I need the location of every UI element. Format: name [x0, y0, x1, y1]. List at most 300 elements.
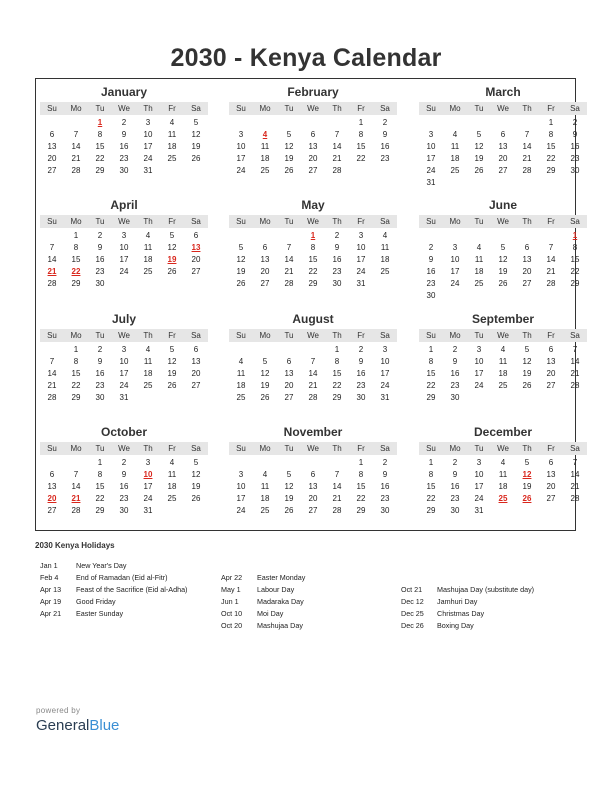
- day-cell: 31: [143, 166, 153, 175]
- day-cell: 21: [570, 482, 580, 491]
- day-cell: 20: [47, 154, 57, 163]
- day-cell: 14: [332, 482, 342, 491]
- day-cell: 29: [308, 279, 318, 288]
- day-cell: 28: [522, 166, 532, 175]
- day-cell: 26: [522, 381, 532, 390]
- week-row: [419, 469, 587, 481]
- day-cell: 22: [71, 381, 81, 390]
- day-cell: 29: [356, 506, 366, 515]
- day-cell: 3: [145, 458, 151, 467]
- holiday-name: Mashujaa Day (substitute day): [437, 585, 535, 594]
- weekday-label: Th: [522, 104, 532, 113]
- day-cell: 18: [167, 482, 177, 491]
- day-cell: 12: [236, 255, 246, 264]
- empty-day-cell: [40, 457, 64, 469]
- day-cell: 16: [356, 369, 366, 378]
- day-cell: 23: [570, 154, 580, 163]
- day-cell: 15: [570, 255, 580, 264]
- weekday-label: We: [307, 104, 319, 113]
- day-cell: 3: [428, 130, 434, 139]
- weekday-label: Sa: [191, 444, 201, 453]
- week-row: [229, 254, 397, 266]
- day-cell: 6: [49, 470, 55, 479]
- day-cell: 6: [193, 345, 199, 354]
- day-cell: 15: [546, 142, 556, 151]
- weekday-label: Tu: [284, 104, 294, 113]
- holiday-date: Oct 21: [401, 585, 423, 594]
- day-cell: 3: [145, 118, 151, 127]
- month-july: [40, 310, 208, 404]
- month-title: May: [301, 198, 325, 212]
- day-cell: 26: [260, 393, 270, 402]
- holiday-name: Feast of the Sacrifice (Eid al-Adha): [76, 585, 188, 594]
- week-row: [419, 368, 587, 380]
- empty-day-cell: [515, 505, 539, 517]
- empty-day-cell: [515, 230, 539, 242]
- brand-logo[interactable]: [36, 717, 119, 734]
- day-cell: 24: [474, 494, 484, 503]
- day-cell: 13: [308, 142, 318, 151]
- day-cell: 24: [143, 494, 153, 503]
- empty-day-cell: [443, 117, 467, 129]
- day-cell: 13: [546, 470, 556, 479]
- day-cell: 7: [49, 243, 55, 252]
- day-cell: 23: [119, 494, 129, 503]
- weekday-label: Su: [426, 217, 436, 226]
- empty-day-cell: [160, 165, 184, 177]
- day-cell: 20: [498, 154, 508, 163]
- week-row: [419, 344, 587, 356]
- week-row: [419, 165, 587, 177]
- empty-day-cell: [419, 117, 443, 129]
- week-row: [229, 153, 397, 165]
- day-cell: 30: [426, 291, 436, 300]
- empty-day-cell: [277, 117, 301, 129]
- month-title: August: [292, 312, 334, 326]
- weekday-label: We: [307, 217, 319, 226]
- day-cell: 4: [145, 345, 151, 354]
- day-cell: 7: [524, 130, 530, 139]
- weekday-header: [419, 329, 587, 342]
- empty-day-cell: [229, 230, 253, 242]
- day-cell: 4: [500, 345, 506, 354]
- day-cell: 3: [358, 231, 364, 240]
- weekday-label: Su: [47, 217, 57, 226]
- week-row: [229, 392, 397, 404]
- day-cell: 5: [286, 470, 292, 479]
- weekday-label: Th: [143, 104, 153, 113]
- day-cell: 28: [71, 506, 81, 515]
- weekday-label: Th: [522, 331, 532, 340]
- day-cell: 16: [380, 482, 390, 491]
- weekday-label: We: [497, 444, 509, 453]
- weekday-label: Mo: [449, 104, 461, 113]
- day-cell: 16: [119, 482, 129, 491]
- weekday-label: Mo: [70, 217, 82, 226]
- month-title: June: [488, 198, 517, 212]
- weekday-header: [229, 215, 397, 228]
- day-cell: 21: [308, 381, 318, 390]
- day-cell: 5: [238, 243, 244, 252]
- weekday-label: Tu: [474, 217, 484, 226]
- holiday-name: Easter Monday: [257, 573, 306, 582]
- day-cell: 4: [452, 130, 458, 139]
- weekday-label: Sa: [191, 331, 201, 340]
- holiday-item: [401, 596, 534, 608]
- day-cell: 15: [426, 482, 436, 491]
- day-cell: 8: [358, 470, 364, 479]
- holiday-name: Labour Day: [257, 585, 295, 594]
- day-cell: 25: [167, 494, 177, 503]
- empty-day-cell: [325, 117, 349, 129]
- day-cell: 8: [428, 357, 434, 366]
- day-cell: 8: [358, 130, 364, 139]
- weekday-label: Mo: [449, 331, 461, 340]
- month-title: December: [473, 425, 533, 439]
- holiday-day-cell: 25: [498, 494, 508, 503]
- day-cell: 31: [426, 178, 436, 187]
- day-cell: 9: [382, 470, 388, 479]
- day-cell: 22: [308, 267, 318, 276]
- day-cell: 7: [310, 357, 316, 366]
- weekday-label: Sa: [570, 217, 580, 226]
- week-row: [40, 278, 208, 290]
- empty-day-cell: [443, 177, 467, 189]
- holiday-item: [401, 608, 534, 620]
- day-cell: 4: [382, 231, 388, 240]
- day-cell: 30: [450, 393, 460, 402]
- empty-day-cell: [301, 344, 325, 356]
- empty-day-cell: [467, 230, 491, 242]
- day-cell: 27: [498, 166, 508, 175]
- day-cell: 27: [522, 279, 532, 288]
- day-cell: 2: [121, 458, 127, 467]
- week-row: [419, 242, 587, 254]
- empty-day-cell: [277, 457, 301, 469]
- day-cell: 14: [522, 142, 532, 151]
- week-row: [229, 356, 397, 368]
- day-cell: 17: [474, 369, 484, 378]
- day-cell: 24: [119, 267, 129, 276]
- day-cell: 1: [428, 458, 434, 467]
- empty-day-cell: [253, 344, 277, 356]
- day-cell: 23: [380, 154, 390, 163]
- day-cell: 20: [191, 255, 201, 264]
- day-cell: 28: [546, 279, 556, 288]
- day-cell: 21: [284, 267, 294, 276]
- holiday-day-cell: 1: [572, 231, 578, 240]
- weekday-label: Sa: [570, 331, 580, 340]
- day-cell: 17: [380, 369, 390, 378]
- empty-day-cell: [40, 230, 64, 242]
- day-cell: 11: [167, 130, 177, 139]
- holiday-day-cell: 22: [71, 267, 81, 276]
- day-cell: 11: [260, 142, 270, 151]
- day-cell: 2: [452, 458, 458, 467]
- empty-day-cell: [539, 392, 563, 404]
- day-cell: 16: [426, 267, 436, 276]
- day-cell: 24: [450, 279, 460, 288]
- day-cell: 5: [524, 345, 530, 354]
- day-cell: 17: [143, 482, 153, 491]
- day-cell: 20: [546, 369, 556, 378]
- empty-day-cell: [563, 290, 587, 302]
- holiday-date: Jan 1: [40, 561, 58, 570]
- empty-day-cell: [539, 290, 563, 302]
- week-row: [229, 242, 397, 254]
- weekday-label: We: [118, 444, 130, 453]
- day-cell: 28: [332, 166, 342, 175]
- day-cell: 30: [380, 506, 390, 515]
- empty-day-cell: [40, 344, 64, 356]
- holiday-day-cell: 13: [191, 243, 201, 252]
- day-cell: 28: [47, 279, 57, 288]
- weekday-label: Mo: [70, 104, 82, 113]
- holiday-item: [221, 596, 305, 608]
- holiday-name: Mashujaa Day: [257, 621, 303, 630]
- day-cell: 3: [121, 345, 127, 354]
- month-february: [229, 83, 397, 177]
- day-cell: 15: [308, 255, 318, 264]
- empty-day-cell: [515, 117, 539, 129]
- empty-day-cell: [491, 177, 515, 189]
- day-cell: 23: [119, 154, 129, 163]
- week-row: [229, 344, 397, 356]
- day-cell: 1: [548, 118, 554, 127]
- holiday-date: Oct 10: [221, 609, 243, 618]
- holiday-date: Apr 21: [40, 609, 62, 618]
- empty-day-cell: [229, 457, 253, 469]
- week-row: [419, 153, 587, 165]
- brand-blue: Blue: [89, 717, 120, 734]
- day-cell: 4: [262, 470, 268, 479]
- holiday-date: Apr 13: [40, 585, 62, 594]
- day-cell: 18: [450, 154, 460, 163]
- day-cell: 27: [308, 166, 318, 175]
- brand-general: General: [36, 717, 90, 734]
- day-cell: 20: [522, 267, 532, 276]
- day-cell: 18: [380, 255, 390, 264]
- day-cell: 3: [121, 231, 127, 240]
- week-row: [229, 230, 397, 242]
- weekday-label: Mo: [259, 217, 271, 226]
- weekday-label: Tu: [284, 217, 294, 226]
- day-cell: 8: [548, 130, 554, 139]
- week-row: [40, 469, 208, 481]
- day-cell: 9: [452, 470, 458, 479]
- day-cell: 22: [332, 381, 342, 390]
- day-cell: 12: [167, 357, 177, 366]
- empty-day-cell: [419, 230, 443, 242]
- day-cell: 2: [572, 118, 578, 127]
- day-cell: 13: [260, 255, 270, 264]
- day-cell: 28: [570, 494, 580, 503]
- week-row: [40, 141, 208, 153]
- day-cell: 7: [334, 130, 340, 139]
- day-cell: 17: [119, 369, 129, 378]
- month-may: [229, 196, 397, 290]
- holiday-name: Boxing Day: [437, 621, 474, 630]
- holiday-column: [221, 572, 305, 632]
- day-cell: 4: [169, 458, 175, 467]
- day-cell: 8: [97, 130, 103, 139]
- day-cell: 2: [97, 345, 103, 354]
- weekday-label: Fr: [168, 444, 176, 453]
- day-cell: 6: [548, 345, 554, 354]
- month-title: February: [287, 85, 339, 99]
- day-cell: 12: [167, 243, 177, 252]
- day-cell: 27: [546, 494, 556, 503]
- weekday-label: Sa: [570, 444, 580, 453]
- day-cell: 25: [167, 154, 177, 163]
- empty-day-cell: [563, 177, 587, 189]
- day-cell: 4: [145, 231, 151, 240]
- day-cell: 3: [238, 470, 244, 479]
- empty-day-cell: [491, 290, 515, 302]
- day-cell: 15: [356, 142, 366, 151]
- day-cell: 13: [191, 357, 201, 366]
- holiday-date: Jun 1: [221, 597, 239, 606]
- day-cell: 12: [284, 482, 294, 491]
- holiday-date: Apr 19: [40, 597, 62, 606]
- day-cell: 31: [119, 393, 129, 402]
- day-cell: 7: [73, 130, 79, 139]
- empty-day-cell: [515, 177, 539, 189]
- week-row: [40, 165, 208, 177]
- weekday-label: Su: [426, 104, 436, 113]
- weekday-header: [419, 442, 587, 455]
- day-cell: 15: [71, 369, 81, 378]
- day-cell: 11: [143, 243, 153, 252]
- day-cell: 20: [260, 267, 270, 276]
- day-cell: 8: [572, 243, 578, 252]
- week-row: [419, 493, 587, 505]
- day-cell: 17: [236, 494, 246, 503]
- day-cell: 30: [119, 506, 129, 515]
- day-cell: 17: [119, 255, 129, 264]
- day-cell: 22: [570, 267, 580, 276]
- day-cell: 9: [428, 255, 434, 264]
- holiday-day-cell: 21: [71, 494, 81, 503]
- month-october: [40, 423, 208, 517]
- day-cell: 11: [380, 243, 390, 252]
- day-cell: 21: [546, 267, 556, 276]
- day-cell: 2: [97, 231, 103, 240]
- day-cell: 10: [450, 255, 460, 264]
- holiday-day-cell: 1: [310, 231, 316, 240]
- weekday-label: Su: [47, 444, 57, 453]
- week-row: [229, 266, 397, 278]
- day-cell: 9: [382, 130, 388, 139]
- week-row: [229, 481, 397, 493]
- day-cell: 17: [426, 154, 436, 163]
- day-cell: 24: [426, 166, 436, 175]
- week-row: [229, 165, 397, 177]
- weekday-header: [419, 215, 587, 228]
- weekday-label: Su: [236, 217, 246, 226]
- day-cell: 22: [356, 154, 366, 163]
- week-row: [40, 344, 208, 356]
- day-cell: 15: [95, 482, 105, 491]
- day-cell: 19: [260, 381, 270, 390]
- holiday-item: [401, 584, 534, 596]
- day-cell: 19: [167, 369, 177, 378]
- day-cell: 13: [498, 142, 508, 151]
- weekday-header: [40, 102, 208, 115]
- weekday-label: We: [118, 104, 130, 113]
- day-cell: 8: [97, 470, 103, 479]
- day-cell: 1: [73, 345, 79, 354]
- day-cell: 27: [47, 166, 57, 175]
- empty-day-cell: [136, 278, 160, 290]
- day-cell: 6: [286, 357, 292, 366]
- day-cell: 10: [356, 243, 366, 252]
- holiday-name: Christmas Day: [437, 609, 485, 618]
- month-december: [419, 423, 587, 517]
- week-row: [419, 457, 587, 469]
- day-cell: 19: [498, 267, 508, 276]
- weekday-label: Fr: [357, 331, 365, 340]
- day-cell: 17: [450, 267, 460, 276]
- holiday-name: End of Ramadan (Eid al-Fitr): [76, 573, 168, 582]
- day-cell: 15: [426, 369, 436, 378]
- holiday-date: May 1: [221, 585, 241, 594]
- day-cell: 15: [332, 369, 342, 378]
- weekday-label: Tu: [95, 217, 105, 226]
- day-cell: 18: [143, 255, 153, 264]
- holiday-day-cell: 21: [47, 267, 57, 276]
- day-cell: 2: [452, 345, 458, 354]
- day-cell: 19: [284, 494, 294, 503]
- holiday-item: [401, 620, 534, 632]
- day-cell: 18: [167, 142, 177, 151]
- day-cell: 5: [169, 345, 175, 354]
- holiday-day-cell: 4: [262, 130, 268, 139]
- day-cell: 7: [572, 345, 578, 354]
- day-cell: 27: [284, 393, 294, 402]
- week-row: [419, 481, 587, 493]
- day-cell: 5: [476, 130, 482, 139]
- week-row: [229, 141, 397, 153]
- weekday-header: [40, 215, 208, 228]
- week-row: [419, 129, 587, 141]
- month-title: July: [111, 312, 136, 326]
- weekday-label: Mo: [259, 444, 271, 453]
- weekday-label: Sa: [380, 104, 390, 113]
- weekday-label: Su: [236, 444, 246, 453]
- holiday-date: Dec 26: [401, 621, 424, 630]
- weekday-header: [229, 102, 397, 115]
- day-cell: 6: [193, 231, 199, 240]
- day-cell: 22: [426, 381, 436, 390]
- empty-day-cell: [373, 165, 397, 177]
- weekday-label: Mo: [449, 217, 461, 226]
- day-cell: 10: [119, 243, 129, 252]
- weekday-label: Fr: [547, 331, 555, 340]
- day-cell: 20: [284, 381, 294, 390]
- day-cell: 15: [71, 255, 81, 264]
- empty-day-cell: [563, 392, 587, 404]
- day-cell: 16: [332, 255, 342, 264]
- month-title: September: [471, 312, 535, 326]
- day-cell: 12: [191, 130, 201, 139]
- empty-day-cell: [64, 457, 88, 469]
- day-cell: 15: [356, 482, 366, 491]
- day-cell: 7: [286, 243, 292, 252]
- day-cell: 30: [332, 279, 342, 288]
- week-row: [229, 380, 397, 392]
- day-cell: 29: [71, 279, 81, 288]
